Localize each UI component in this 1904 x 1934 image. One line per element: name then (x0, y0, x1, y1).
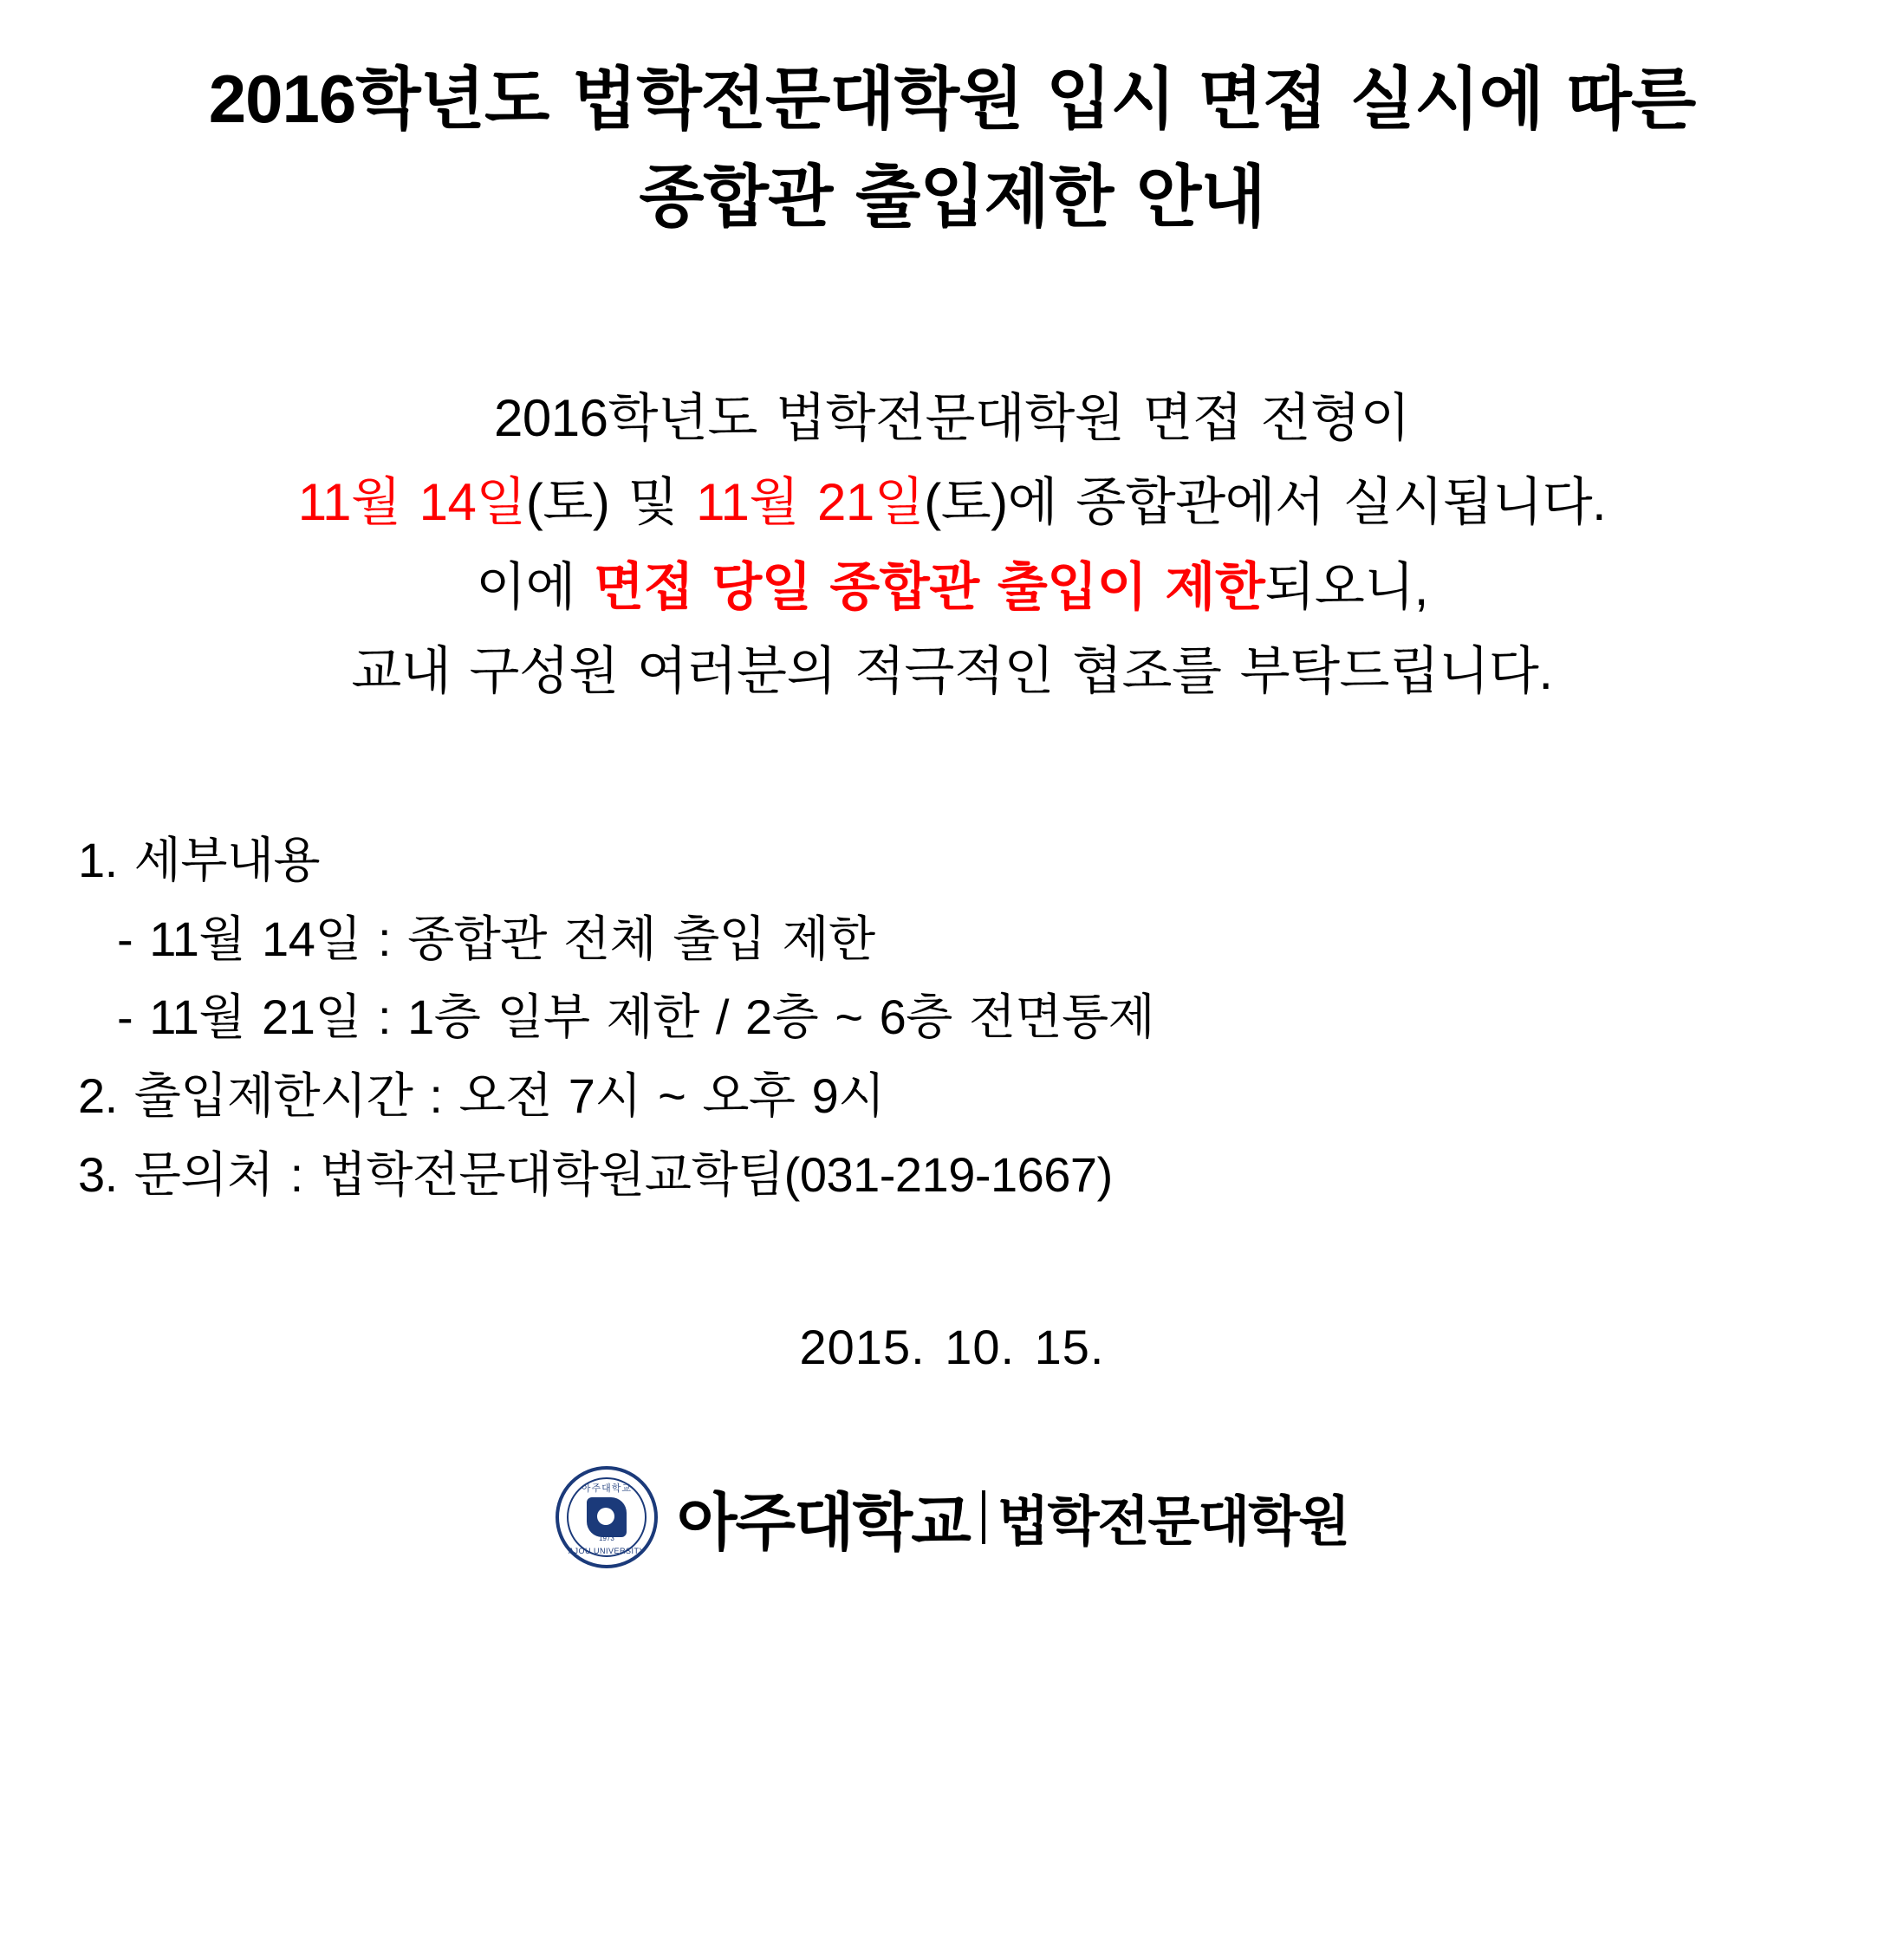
intro-line-1: 2016학년도 법학전문대학원 면접 전형이 (494, 389, 1410, 448)
detail-item-3: 3. 문의처 : 법학전문대학원교학팀(031-219-1667) (78, 1146, 1113, 1202)
detail-item-1-sub-2: - 11월 21일 : 1층 일부 제한 / 2층 ~ 6층 전면통제 (101, 990, 1155, 1045)
intro-paragraph (52, 376, 1852, 713)
intro-line-3 (52, 545, 1852, 629)
intro-line-3-pre: 이에 (476, 557, 595, 616)
page-title (52, 50, 1852, 246)
wordmark-main: 아주대학교 (676, 1488, 970, 1558)
wordmark (677, 1472, 1348, 1562)
university-emblem-icon (556, 1466, 658, 1568)
intro-line-2-mid: (토) 및 (525, 473, 697, 532)
wordmark-sub: 법학전문대학원 (997, 1492, 1348, 1553)
issue-date: 2015. 10. 15. (799, 1319, 1105, 1374)
title-line-2: 종합관 출입제한 안내 (639, 159, 1265, 236)
title-line-1: 2016학년도 법학전문대학원 입시 면접 실시에 따른 (208, 61, 1696, 137)
emblem-core-shape (587, 1497, 627, 1537)
intro-line-2 (52, 460, 1852, 544)
emblem-year: 1973 (599, 1534, 614, 1542)
emblem-bottom-text: AJOU UNIVERSITY (568, 1546, 645, 1555)
details-list (52, 821, 1852, 1215)
detail-item-1-sub-1: - 11월 14일 : 종합관 전체 출입 제한 (101, 911, 875, 966)
intro-line-4: 교내 구성원 여러분의 적극적인 협조를 부탁드립니다. (351, 641, 1553, 700)
date-highlight-1: 11월 14일 (297, 473, 526, 532)
restriction-highlight: 면접 당일 종합관 출입이 제한 (594, 557, 1265, 616)
date-highlight-2: 11월 21일 (696, 473, 925, 532)
detail-item-2: 2. 출입제한시간 : 오전 7시 ~ 오후 9시 (78, 1068, 885, 1124)
intro-line-3-tail: 되오니, (1264, 557, 1428, 616)
detail-item-1: 1. 세부내용 (78, 832, 321, 887)
wordmark-divider (982, 1490, 985, 1544)
intro-line-2-tail: (토)에 종합관에서 실시됩니다. (924, 473, 1607, 532)
emblem-top-text: 아주대학교 (581, 1483, 633, 1494)
footer-logo (52, 1466, 1852, 1568)
